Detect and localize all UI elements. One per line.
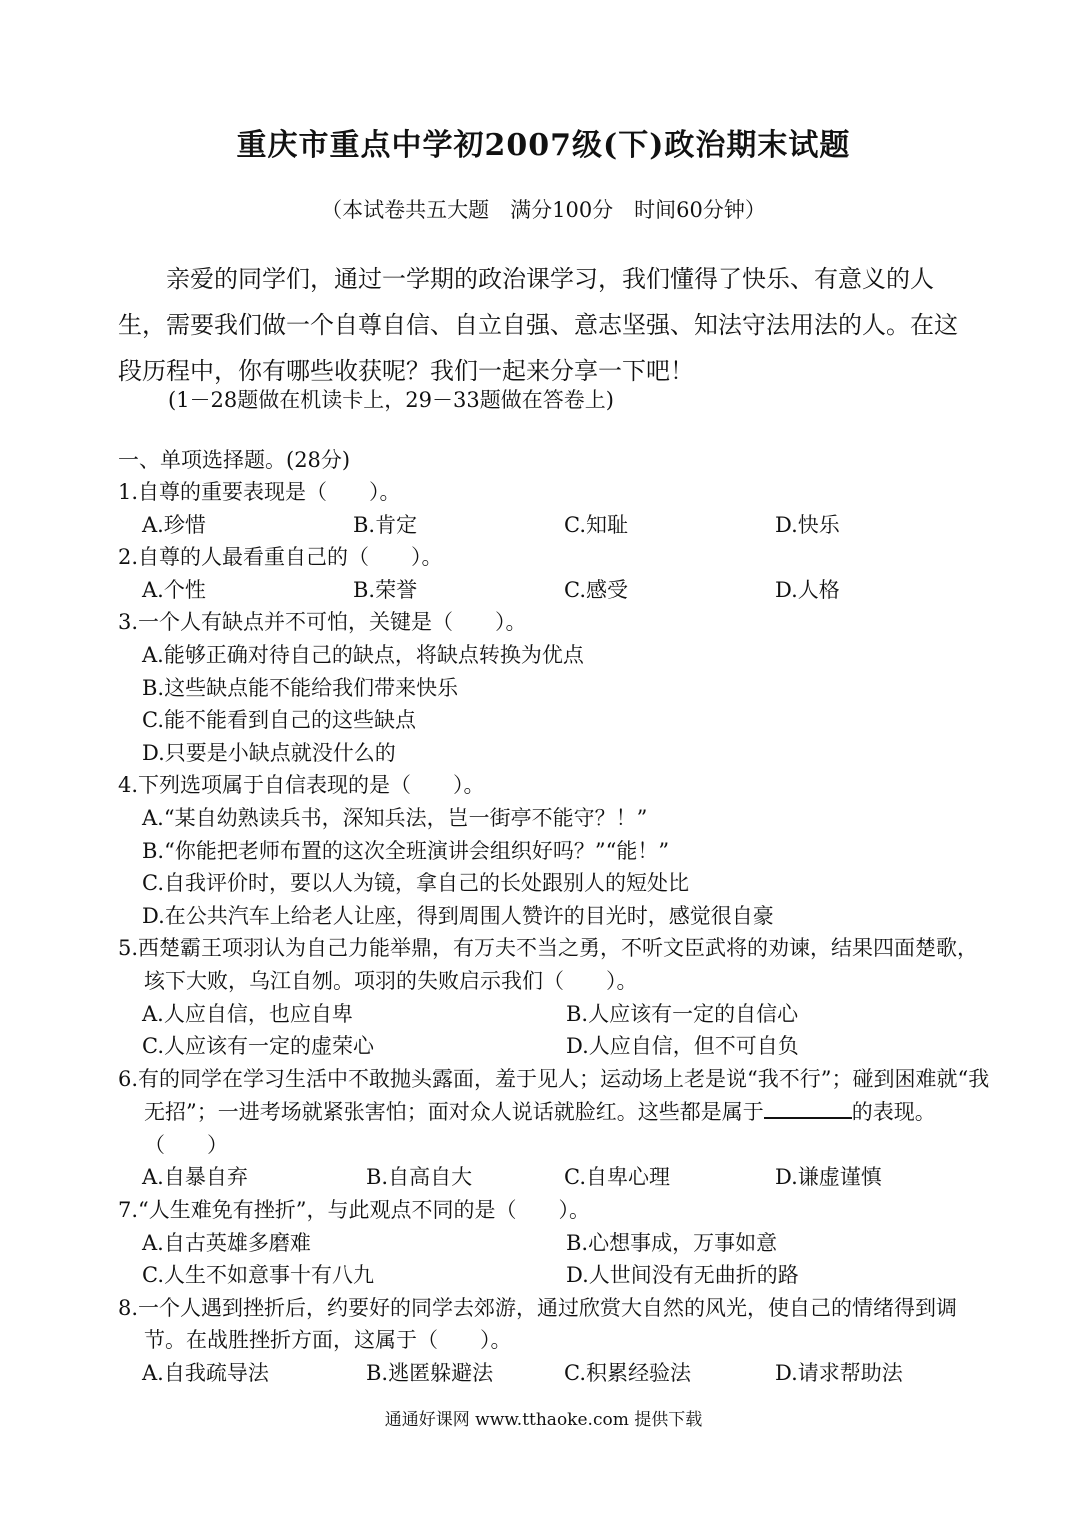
question-stem: 3.一个人有缺点并不可怕，关键是（ ）。	[118, 610, 527, 635]
option-d: D.人格	[775, 577, 840, 602]
answer-note: (1－28题做在机读卡上，29－33题做在答卷上)	[168, 388, 614, 412]
option-d: D.在公共汽车上给老人让座，得到周围人赞许的目光时，感觉很自豪	[142, 903, 774, 928]
option-d: D.人应自信，但不可自负	[566, 1034, 799, 1059]
section-heading: 一、单项选择题。(28分)	[118, 448, 351, 472]
option-a: A.“某自幼熟读兵书，深知兵法，岂一街亭不能守？！”	[142, 805, 648, 830]
option-c: C.感受	[564, 577, 628, 602]
question-stem: 5.西楚霸王项羽认为自己力能举鼎，有万夫不当之勇，不听文臣武将的劝谏，结果四面楚歌，垓下大败，乌江自刎。项羽的失败启示我们（ ）。	[118, 936, 979, 993]
option-b: B.这些缺点能不能给我们带来快乐	[142, 675, 459, 700]
question-7	[118, 1194, 998, 1292]
option-d: D.快乐	[775, 512, 840, 537]
option-d: D.人世间没有无曲折的路	[566, 1263, 799, 1288]
question-3	[118, 606, 998, 769]
option-b: B.荣誉	[353, 577, 418, 602]
option-b: B.自高自大	[366, 1165, 473, 1190]
options-row	[118, 1030, 998, 1063]
question-4	[118, 769, 998, 932]
question-5	[118, 932, 998, 1062]
question-stem	[118, 1063, 998, 1162]
option-d: D.只要是小缺点就没什么的	[142, 740, 396, 765]
intro-paragraph: 亲爱的同学们，通过一学期的政治课学习，我们懂得了快乐、有意义的人生，需要我们做一个自尊自信、自立自强、意志坚强、知法守法用法的人。在这段历程中，你有哪些收获呢？我们一起来分享一下吧！	[118, 265, 958, 385]
exam-title: 重庆市重点中学初2007级(下)政治期末试题	[236, 128, 851, 163]
option-a: A.自古英雄多磨难	[142, 1230, 311, 1255]
stem-text-before: 6.有的同学在学习生活中不敢抛头露面，羞于见人；运动场上老是说“我不行”；碰到困难就“我无招”；一进考场就紧张害怕；面对众人说话就脸红。这些都是属于	[118, 1066, 990, 1125]
question-stem: 4.下列选项属于自信表现的是（ ）。	[118, 773, 485, 798]
fill-in-blank	[764, 1095, 852, 1119]
option-c: C.知耻	[564, 512, 628, 537]
options-row	[118, 574, 998, 607]
option-a: A.珍惜	[142, 512, 206, 537]
option-b: B.心想事成，万事如意	[566, 1230, 778, 1255]
option-b: B.逃匿躲避法	[366, 1361, 494, 1386]
options-row	[118, 1259, 998, 1292]
option-a: A.个性	[142, 577, 206, 602]
question-8	[118, 1292, 998, 1390]
question-list	[118, 476, 998, 1390]
option-b: B.人应该有一定的自信心	[566, 1001, 799, 1026]
option-d: D.谦虚谨慎	[775, 1165, 882, 1190]
question-2	[118, 541, 998, 606]
question-stem: 2.自尊的人最看重自己的（ ）。	[118, 545, 443, 570]
options-row	[118, 509, 998, 542]
stem-text-after: 的表现。（ ）	[144, 1100, 936, 1157]
options-row	[118, 1161, 998, 1194]
option-d: D.请求帮助法	[775, 1361, 903, 1386]
option-b: B.肯定	[353, 512, 418, 537]
option-a: A.自我疏导法	[142, 1361, 269, 1386]
option-c: C.积累经验法	[564, 1361, 691, 1386]
option-c: C.能不能看到自己的这些缺点	[142, 708, 416, 733]
page-footer: 通通好课网 www.tthaoke.com 提供下载	[384, 1410, 703, 1430]
option-a: A.自暴自弃	[142, 1165, 248, 1190]
option-c: C.自卑心理	[564, 1165, 670, 1190]
option-a: A.能够正确对待自己的缺点，将缺点转换为优点	[142, 642, 584, 667]
question-1	[118, 476, 998, 541]
options-row	[118, 998, 998, 1031]
option-c: C.人生不如意事十有八九	[142, 1263, 374, 1288]
option-c: C.自我评价时，要以人为镜，拿自己的长处跟别人的短处比	[142, 871, 689, 896]
options-row	[118, 1227, 998, 1260]
question-stem: 8.一个人遇到挫折后，约要好的同学去郊游，通过欣赏大自然的风光，使自己的情绪得到调节。在战胜挫折方面，这属于（ ）。	[118, 1295, 958, 1353]
option-a: A.人应自信，也应自卑	[142, 1001, 353, 1026]
question-stem: 7.“人生难免有挫折”，与此观点不同的是（ ）。	[118, 1198, 591, 1223]
options-row	[118, 1357, 998, 1390]
question-6	[118, 1063, 998, 1194]
exam-subtitle: （本试卷共五大题 满分100分 时间60分钟）	[321, 198, 766, 222]
option-c: C.人应该有一定的虚荣心	[142, 1034, 374, 1059]
question-stem: 1.自尊的重要表现是（ ）。	[118, 480, 401, 504]
option-b: B.“你能把老师布置的这次全班演讲会组织好吗？”“能！”	[142, 838, 670, 863]
